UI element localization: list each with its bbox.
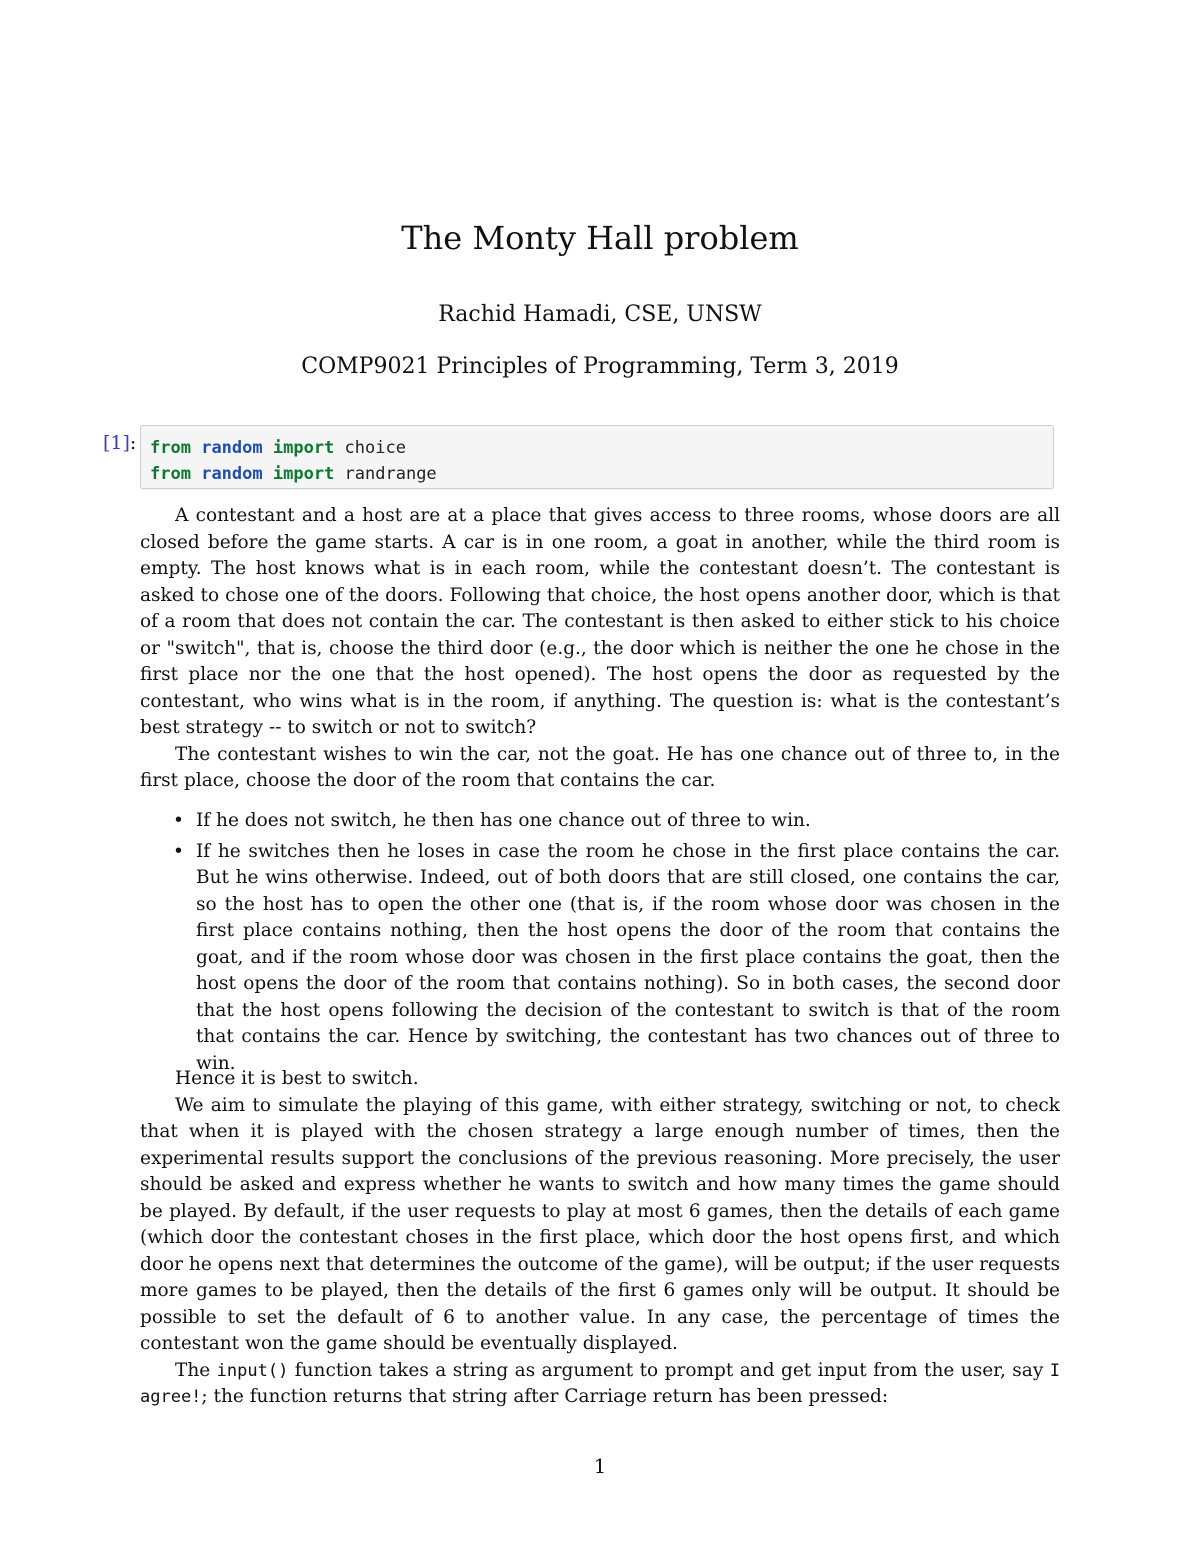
bullet-list bbox=[140, 808, 1060, 1077]
intro-text bbox=[140, 503, 1060, 795]
simulation-text bbox=[140, 1066, 1060, 1411]
cell-prompt-colon: : bbox=[129, 432, 137, 454]
page-number: 1 bbox=[593, 1454, 607, 1478]
bullet-item bbox=[140, 839, 1060, 1078]
code-module: random bbox=[201, 438, 263, 458]
paragraph-conclusion: Hence it is best to switch. bbox=[175, 1068, 419, 1089]
code-module: random bbox=[201, 464, 263, 484]
input-text-b: function takes a string as argument to prompt and get input from the user, say bbox=[288, 1359, 1050, 1381]
cell-prompt bbox=[103, 432, 136, 454]
code-imported-name: randrange bbox=[344, 464, 437, 484]
paragraph-input bbox=[140, 1358, 1060, 1411]
bullet-item bbox=[140, 808, 1060, 835]
paragraph-simulation: We aim to simulate the playing of this game, with either strategy, switching or not, to check that when it is played with the chosen strategy a large enough number of times, then the experimental results support the conclusions of the previous reasoning. More precisely, the user should be asked and express whether he wants to switch and how many times the game should be played. By default, if the user requests to play at most 6 games, then the details of each game (which door the contestant choses in the first place, which door the host opens first, and which door he opens next that determines the outcome of the game), will be output; if the user requests more games to be played, then the details of the first 6 games only will be output. It should be possible to set the default of 6 to another value. In any case, the percentage of times the contestant won the game should be eventually displayed. bbox=[140, 1094, 1060, 1354]
code-cell[interactable] bbox=[140, 425, 1054, 489]
page-title: The Monty Hall problem bbox=[401, 219, 799, 257]
code-line bbox=[150, 461, 1044, 487]
code-keyword-from: from bbox=[150, 464, 191, 484]
code-imported-name: choice bbox=[344, 438, 406, 458]
bullet-icon: • bbox=[173, 840, 184, 862]
cell-prompt-number: [1] bbox=[103, 432, 130, 454]
inline-code-agree: I agree! bbox=[140, 1360, 1060, 1407]
bullet-text: If he does not switch, he then has one chance out of three to win. bbox=[196, 810, 811, 831]
bullet-section bbox=[140, 808, 1060, 1081]
bullet-icon: • bbox=[173, 810, 184, 831]
input-text-a: The bbox=[175, 1359, 217, 1381]
paragraph-problem: A contestant and a host are at a place that gives access to three rooms, whose doors are all closed before the game starts. A car is in one room, a goat in another, while the third room is empty. The host knows what is in each room, while the contestant doesn’t. The contestant is asked to chose one of the doors. Following that choice, the host opens another door, which is that of a room that does not contain the car. The contestant is then asked to either stick to his choice or "switch", that is, choose the third door (e.g., the door which is neither the one he chose in the first place nor the one that the host opened). The host opens the door as requested by the contestant, who wins what is in the room, if anything. The question is: what is the contestant’s best strategy -- to switch or not to switch? bbox=[140, 505, 1060, 738]
code-keyword-import: import bbox=[272, 438, 335, 458]
inline-code-input: input() bbox=[216, 1360, 289, 1381]
course-line: COMP9021 Principles of Programming, Term 3, 2019 bbox=[301, 354, 899, 379]
input-text-c: ; the function returns that string after Carriage return has been pressed: bbox=[201, 1386, 889, 1407]
bullet-text: If he switches then he loses in case the room he chose in the first place contains the car. But he wins otherwise. Indeed, out of both doors that are still closed, one contains the car, so the host has to open the other one (that is, if the room whose door was chosen in the first place contains nothing, then the host opens the door of the room that contains the goat, and if the room whose door was chosen in the first place contains the goat, then the host opens the door of the room that contains nothing). So in both cases, the second door that the host opens following the decision of the contestant to switch is that of the room that contains the car. Hence by switching, the contestant has two chances out of three to win. bbox=[196, 840, 1060, 1074]
code-keyword-import: import bbox=[272, 464, 335, 484]
code-line bbox=[150, 435, 1044, 461]
author-line: Rachid Hamadi, CSE, UNSW bbox=[438, 302, 762, 327]
code-keyword-from: from bbox=[150, 438, 191, 458]
paragraph-contestant: The contestant wishes to win the car, not the goat. He has one chance out of three to, in the first place, choose the door of the room that contains the car. bbox=[140, 743, 1060, 791]
